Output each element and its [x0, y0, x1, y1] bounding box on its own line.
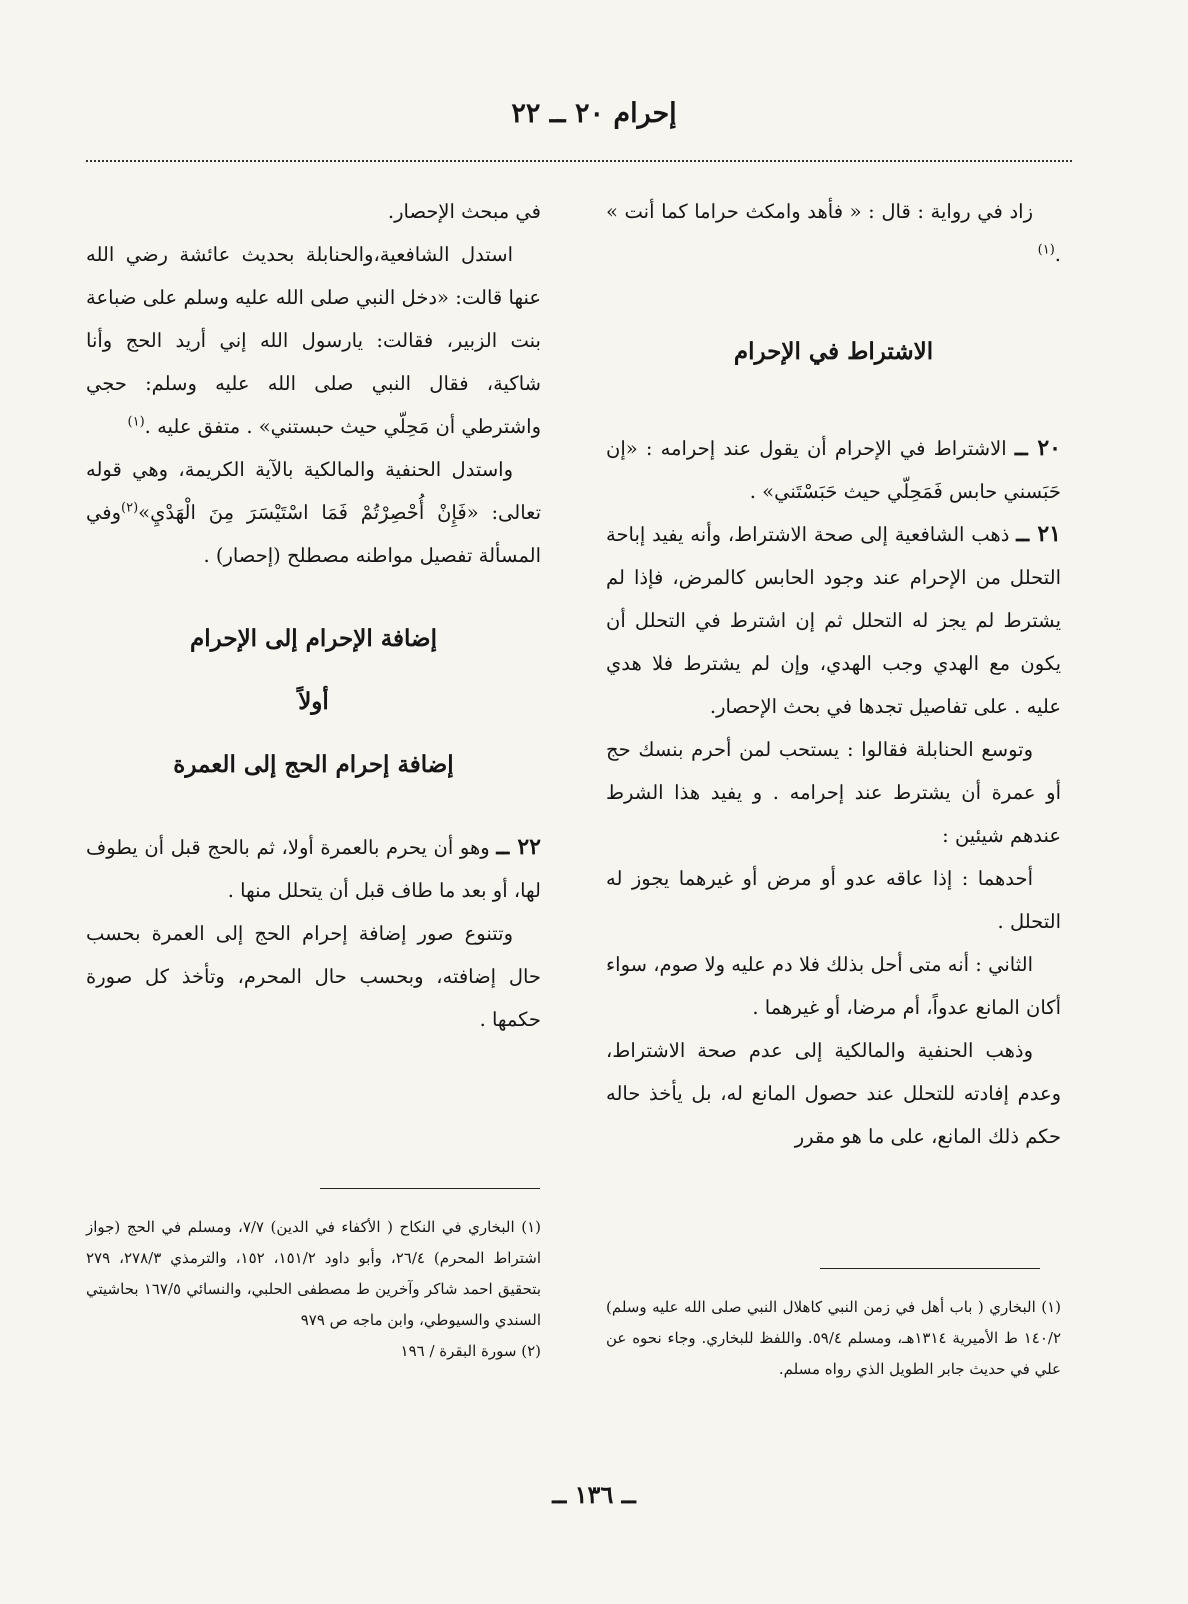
footnote: (٢) سورة البقرة / ١٩٦ [400, 1342, 541, 1360]
section-heading: الاشتراط في الإحرام [733, 338, 934, 365]
paragraph-text: استدل الشافعية،والحنابلة بحديث عائشة رضي الله عنها قالت: «دخل النبي صلى الله عليه وسلم على ضباعة بنت الزبير، فقالت: يارسول الله إني أريد الحج وأنا شاكية، فقال النبي صلى الله عليه وسلم: حجي واشترطي أن مَحِلّي حيث حبستني» . متفق عليه . [86, 243, 541, 438]
paragraph: وذهب الحنفية والمالكية إلى عدم صحة الاشتراط، وعدم إفادته للتحلل عند حصول المانع له، بل يأخذ حاله حكم ذلك المانع، على ما هو مقرر [606, 1039, 1061, 1148]
page-number: ــ ١٣٦ ــ [552, 1480, 636, 1509]
footnote: (١) البخاري في النكاح ( الأكفاء في الدين) ٧/٧، ومسلم في الحج (جواز اشتراط المحرم) ٢٦/٤، وأبو داود ١٥١/٢، ١٥٢، والترمذي ٢٧٨/٣، ٢٧٩ بتحقيق احمد شاكر وآخرين ط مصطفى الحلبي، والنسائي ١٦٧/٥ بحاشيتي السندي والسيوطي، وابن ماجه ص ٩٧٩ [86, 1218, 542, 1329]
item-number: ٢٢ ــ [496, 834, 541, 860]
paragraph-text: ذهب الشافعية إلى صحة الاشتراط، وأنه يفيد إباحة التحلل من الإحرام عند وجود الحابس كالمرض، فإذا لم يشترط لم يجز له التحلل ثم إن اشترط في التحلل أن يكون مع الهدي وجب الهدي، وإن لم يشترط فلا هدي عليه . على تفاصيل تجدها في بحث الإحصار. [606, 523, 1061, 718]
paragraph [86, 233, 541, 448]
paragraph [86, 448, 541, 577]
item-number: ٢٠ ــ [1014, 435, 1061, 461]
paragraph [606, 513, 1061, 728]
item-number: ٢١ ــ [1016, 521, 1061, 547]
header-divider [86, 160, 1072, 162]
paragraph-text: وفي المسألة تفصيل مواطنه مصطلح (إحصار) . [86, 501, 541, 567]
paragraph: وتتنوع صور إضافة إحرام الحج إلى العمرة بحسب حال إضافته، وبحسب حال المحرم، وتأخذ كل صورة حكمها . [86, 922, 541, 1031]
footnote: (١) البخاري ( باب أهل في زمن النبي كاهلال النبي صلى الله عليه وسلم) ١٤٠/٢ ط الأميرية ١٣١٤هـ، ومسلم ٥٩/٤. واللفظ للبخاري. وجاء نحوه عن علي في حديث جابر الطويل الذي رواه مسلم. [606, 1298, 1061, 1378]
footnote-ref[interactable]: (٢) [121, 500, 139, 516]
paragraph-text: واستدل الحنفية والمالكية بالآية الكريمة، وهي قوله تعالى: «فَإِنْ أُحْصِرْتُمْ فَمَا اسْتَيْسَرَ مِنَ الْهَدْيِ» [86, 458, 541, 524]
footnotes-right [606, 1292, 1061, 1385]
footnote-ref[interactable]: (١) [1037, 242, 1055, 258]
footnotes-left [86, 1212, 541, 1367]
left-column [86, 190, 541, 1041]
paragraph: أحدهما : إذا عاقه عدو أو مرض أو غيرهما يجوز له التحلل . [606, 867, 1061, 933]
paragraph: في مبحث الإحصار. [387, 200, 541, 223]
paragraph [606, 190, 1061, 276]
paragraph [606, 427, 1061, 513]
section-heading: إضافة إحرام الحج إلى العمرة [173, 751, 454, 778]
footnote-ref[interactable]: (١) [127, 414, 145, 430]
paragraph-text: وهو أن يحرم بالعمرة أولا، ثم بالحج قبل أن يطوف لها، أو بعد ما طاف قبل أن يتحلل منها . [86, 836, 541, 902]
paragraph-text: الاشتراط في الإحرام أن يقول عند إحرامه : «إن حَبَسني حابس فَمَحِلّي حيث حَبَسْتَني» . [606, 437, 1061, 503]
section-subheading: أولاً [298, 688, 329, 715]
section-heading: إضافة الإحرام إلى الإحرام [190, 625, 437, 652]
paragraph-text: زاد في رواية : قال : « فأهد وامكث حراما كما أنت » . [606, 200, 1061, 266]
paragraph: وتوسع الحنابلة فقالوا : يستحب لمن أحرم بنسك حج أو عمرة أن يشترط عند إحرامه . و يفيد هذا الشرط عندهم شيئين : [606, 738, 1061, 847]
footnote-divider-left [320, 1188, 540, 1189]
paragraph: الثاني : أنه متى أحل بذلك فلا دم عليه ولا صوم، سواء أكان المانع عدواً، أم مرضا، أو غيرهما . [606, 953, 1061, 1019]
page-header: إحرام ٢٠ ــ ٢٢ [511, 98, 677, 129]
footnote-divider-right [820, 1268, 1040, 1269]
paragraph [86, 826, 541, 912]
right-column [606, 190, 1061, 1158]
